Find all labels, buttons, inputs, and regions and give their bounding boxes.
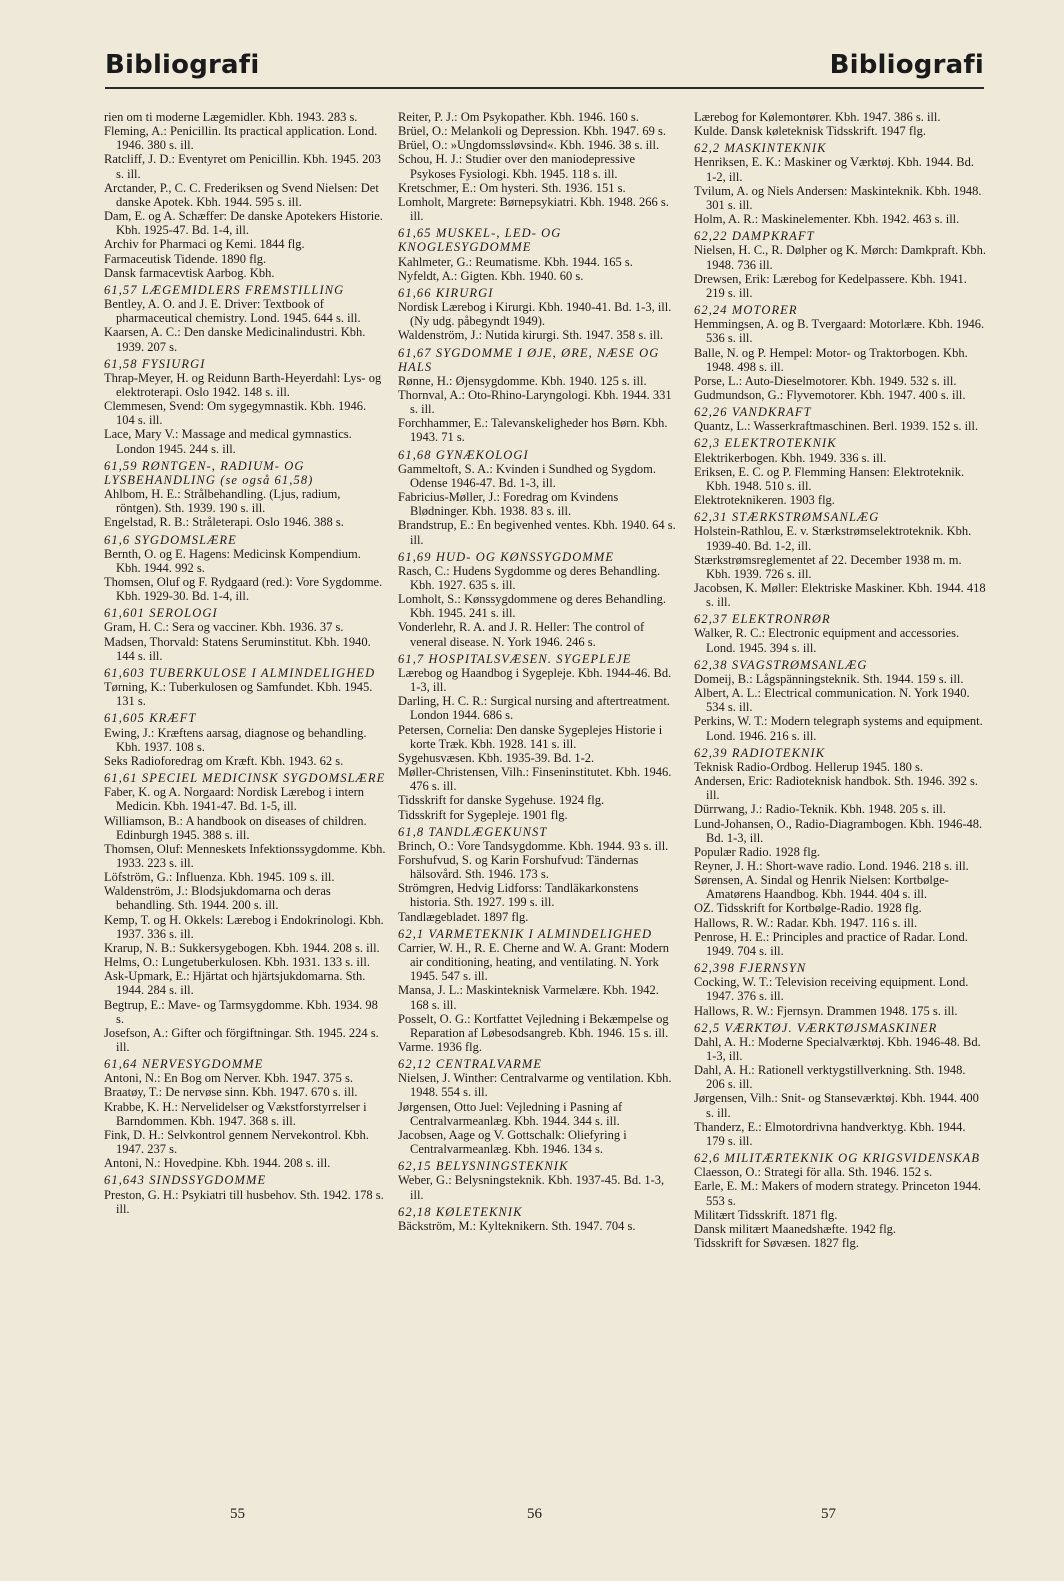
bibliography-entry: Bäckström, M.: Kylteknikern. Sth. 1947. 704 s. [398,1218,636,1233]
bibliography-entry: Madsen, Thorvald: Statens Seruminstitut. Kbh. 1940. 144 s. ill. [104,634,371,663]
bibliography-entry: Møller-Christensen, Vilh.: Finseninstitutet. Kbh. 1946. 476 s. ill. [398,765,672,794]
bibliography-entry: Brüel, O.: »Ungdomssløvsind«. Kbh. 1946. 38 s. ill. [398,138,660,153]
page-header [105,50,984,86]
bibliography-entry: Reiter, P. J.: Om Psykopather. Kbh. 1946. 160 s. [398,110,639,124]
bibliography-entry: Archiv for Pharmaci og Kemi. 1844 flg. [104,237,305,252]
section-heading: 62,3 ELEKTROTEKNIK [694,436,837,451]
running-title-left: Bibliografi [105,50,260,80]
section-heading: 62,1 VARMETEKNIK I ALMINDELIGHED [398,926,653,941]
bibliography-entry: Ewing, J.: Kræftens aarsag, diagnose og behandling. Kbh. 1937. 108 s. [104,725,367,754]
bibliography-entry: Arctander, P., C. C. Frederiksen og Svend Nielsen: Det danske Apotek. Kbh. 1944. 595 s. ill. [104,180,379,209]
bibliography-entry: Tandlægebladet. 1897 flg. [398,909,529,924]
section-heading: 61,64 NERVESYGDOMME [104,1057,264,1072]
bibliography-entry: Balle, N. og P. Hempel: Motor- og Traktorbogen. Kbh. 1948. 498 s. ill. [694,345,968,374]
section-heading: 61,59 RØNTGEN-, RADIUM- OG LYSBEHANDLING (se også 61,58) [104,458,314,487]
bibliography-entry: Elektrikerbogen. Kbh. 1949. 336 s. ill. [694,450,887,465]
section-heading: 61,8 TANDLÆGEKUNST [398,824,548,839]
bibliography-entry: Albert, A. L.: Electrical communication. N. York 1940. 534 s. ill. [694,686,970,715]
section-heading: 62,6 MILITÆRTEKNIK OG KRIGSVIDENSKAB [694,1151,981,1166]
bibliography-entry: Lærebog og Haandbog i Sygepleje. Kbh. 1944-46. Bd. 1-3, ill. [398,665,672,695]
section-heading: 61,6 SYGDOMSLÆRE [104,532,237,547]
bibliography-entry: Stærkstrømsreglementet af 22. December 1938 m. m. Kbh. 1939. 726 s. ill. [694,552,962,581]
bibliography-entry: Kahlmeter, G.: Reumatisme. Kbh. 1944. 165 s. [398,254,633,269]
bibliography-entry: Dahl, A. H.: Moderne Specialværktøj. Kbh. 1946-48. Bd. 1-3, ill. [694,1034,981,1063]
bibliography-entry: Strömgren, Hedvig Lidforss: Tandläkarkonstens historia. Sth. 1927. 199 s. ill. [398,881,639,910]
bibliography-entry: Sørensen, A. Sindal og Henrik Nielsen: Kortbølge-Amatørens Haandbog. Kbh. 1944. 404 s. ill. [694,873,949,902]
page-number: 55 [230,1506,245,1522]
column-page-57 [694,110,986,1250]
bibliography-entry: Jacobsen, Aage og V. Gottschalk: Oliefyring i Centralvarmeanlæg. Kbh. 1946. 134 s. [398,1127,627,1157]
bibliography-entry: Nyfeldt, A.: Gigten. Kbh. 1940. 60 s. [398,268,584,283]
bibliography-entry: Thomsen, Oluf og F. Rydgaard (red.): Vore Sygdomme. Kbh. 1929-30. Bd. 1-4, ill. [104,575,383,604]
bibliography-entry: Thrap-Meyer, H. og Reidunn Barth-Heyerdahl: Lys- og elektroterapi. Oslo 1942. 148 s. ill. [104,370,382,399]
bibliography-entry: Earle, E. M.: Makers of modern strategy. Princeton 1944. 553 s. [694,1179,981,1208]
bibliography-entry: Gram, H. C.: Sera og vacciner. Kbh. 1936. 37 s. [104,620,344,635]
section-heading: 62,22 DAMPKRAFT [694,229,815,244]
bibliography-entry: Claesson, O.: Strategi för alla. Sth. 1946. 152 s. [694,1165,933,1180]
bibliography-entry: Lomholt, Margrete: Børnepsykiatri. Kbh. 1948. 266 s. ill. [398,194,669,224]
header-rule [105,87,984,89]
bibliography-entry: Tvilum, A. og Niels Andersen: Maskinteknik. Kbh. 1948. 301 s. ill. [694,183,982,212]
bibliography-entry: Cocking, W. T.: Television receiving equipment. Lond. 1947. 376 s. ill. [694,975,969,1004]
section-heading: 61,65 MUSKEL-, LED- OG KNOGLESYGDOMME [398,226,562,255]
section-heading: 62,37 ELEKTRONRØR [694,612,831,627]
bibliography-entry: Josefson, A.: Gifter och förgiftningar. Sth. 1945. 224 s. ill. [104,1025,379,1054]
bibliography-entry: Weber, G.: Belysningsteknik. Kbh. 1937-45. Bd. 1-3, ill. [398,1173,665,1202]
section-heading: 62,398 FJERNSYN [694,961,807,976]
section-heading: 61,58 FYSIURGI [104,356,206,371]
section-heading: 62,5 VÆRKTØJ. VÆRKTØJSMASKINER [694,1020,938,1035]
bibliography-entry: Bernth, O. og E. Hagens: Medicinsk Kompendium. Kbh. 1944. 992 s. [104,546,361,575]
bibliography-entry: Engelstad, R. B.: Stråleterapi. Oslo 1946. 388 s. [104,515,344,530]
bibliography-entry: Ahlbom, H. E.: Strålbehandling. (Ljus, radium, röntgen). Sth. 1939. 190 s. ill. [104,487,341,516]
bibliography-entry: Hallows, R. W.: Fjernsyn. Drammen 1948. 175 s. ill. [694,1003,958,1018]
bibliography-entry: Jacobsen, K. Møller: Elektriske Maskiner. Kbh. 1944. 418 s. ill. [694,581,986,610]
bibliography-entry: Domeij, B.: Lågspänningsteknik. Sth. 1944. 159 s. ill. [694,671,964,686]
bibliography-entry: Mansa, J. L.: Maskinteknisk Varmelære. Kbh. 1942. 168 s. ill. [398,983,659,1012]
bibliography-entry: OZ. Tidsskrift for Kortbølge-Radio. 1928 flg. [694,901,922,916]
section-heading: 62,2 MASKINTEKNIK [694,141,827,156]
bibliography-entry: Drewsen, Erik: Lærebog for Kedelpassere. Kbh. 1941. 219 s. ill. [694,271,967,300]
section-heading: 61,643 SINDSSYGDOMME [104,1173,267,1188]
bibliography-entry: Dürrwang, J.: Radio-Teknik. Kbh. 1948. 205 s. ill. [694,802,946,817]
bibliography-entry: Antoni, N.: En Bog om Nerver. Kbh. 1947. 375 s. [104,1071,353,1086]
bibliography-entry: Lomholt, S.: Kønssygdommene og deres Behandling. Kbh. 1945. 241 s. ill. [398,592,667,621]
section-heading: 61,66 KIRURGI [398,285,494,300]
section-heading: 62,26 VANDKRAFT [694,405,812,420]
bibliography-entry: Brinch, O.: Vore Tandsygdomme. Kbh. 1944. 93 s. ill. [398,838,669,853]
bibliography-entry: Ask-Upmark, E.: Hjärtat och hjärtsjukdomarna. Sth. 1944. 284 s. ill. [104,969,366,998]
page-number: 56 [527,1506,542,1522]
bibliography-entry: Thornval, A.: Oto-Rhino-Laryngologi. Kbh. 1944. 331 s. ill. [398,387,672,417]
section-heading: 61,605 KRÆFT [104,711,197,726]
bibliography-entry: Gammeltoft, S. A.: Kvinden i Sundhed og Sygdom. Odense 1946-47. Bd. 1-3, ill. [398,461,656,490]
bibliography-entry: Ratcliff, J. D.: Eventyret om Penicillin. Kbh. 1945. 203 s. ill. [104,152,381,181]
bibliography-entry: Perkins, W. T.: Modern telegraph systems and equipment. Lond. 1946. 216 s. ill. [694,714,983,743]
bibliography-entry: Rasch, C.: Hudens Sygdomme og deres Behandling. Kbh. 1927. 635 s. ill. [398,563,661,592]
bibliography-entry: Kretschmer, E.: Om hysteri. Sth. 1936. 151 s. [398,180,626,195]
bibliography-entry: Fink, D. H.: Selvkontrol gennem Nervekontrol. Kbh. 1947. 237 s. [104,1127,369,1157]
bibliography-entry: Kaarsen, A. C.: Den danske Medicinalindustri. Kbh. 1939. 207 s. [104,325,366,354]
bibliography-entry: Militært Tidsskrift. 1871 flg. [694,1207,838,1222]
column-page-56 [398,110,678,1233]
section-heading: 62,18 KØLETEKNIK [398,1204,523,1219]
bibliography-entry: Nordisk Lærebog i Kirurgi. Kbh. 1940-41. Bd. 1-3, ill. (Ny udg. påbegyndt 1949). [398,300,672,329]
bibliography-entry: Krabbe, K. H.: Nervelidelser og Vækstforstyrrelser i Barndommen. Kbh. 1947. 368 s. ill. [104,1099,367,1128]
bibliography-entry: Bentley, A. O. and J. E. Driver: Textbook of pharmaceutical chemistry. Lond. 1945. 644 s. ill. [104,297,361,326]
bibliography-entry: Kemp, T. og H. Okkels: Lærebog i Endokrinologi. Kbh. 1937. 336 s. ill. [104,912,384,941]
bibliography-entry: Tidsskrift for danske Sygehuse. 1924 flg. [398,793,605,808]
bibliography-entry: Brandstrup, E.: En begivenhed ventes. Kbh. 1940. 64 s. ill. [398,518,676,547]
bibliography-entry: Hallows, R. W.: Radar. Kbh. 1947. 116 s. ill. [694,915,918,930]
bibliography-entry: Lace, Mary V.: Massage and medical gymnastics. London 1945. 244 s. ill. [104,427,352,456]
bibliography-entry: Porse, L.: Auto-Dieselmotorer. Kbh. 1949. 532 s. ill. [694,373,957,388]
running-title-right: Bibliografi [829,50,984,80]
bibliography-entry: Faber, K. og A. Norgaard: Nordisk Lærebog i intern Medicin. Kbh. 1941-47. Bd. 1-5, ill. [104,785,364,814]
bibliography-entry: Forshufvud, S. og Karin Forshufvud: Tändernas hälsovård. Sth. 1946. 173 s. [398,852,639,882]
bibliography-entry: Elektroteknikeren. 1903 flg. [694,493,835,508]
bibliography-entry: Helms, O.: Lungetuberkulosen. Kbh. 1931. 133 s. ill. [104,955,370,970]
section-heading: 61,67 SYGDOMME I ØJE, ØRE, NÆSE OG HALS [398,345,660,374]
bibliography-entry: Varme. 1936 flg. [398,1040,483,1054]
bibliography-entry: Dansk militært Maanedshæfte. 1942 flg. [694,1221,897,1236]
bibliography-entry: Lund-Johansen, O., Radio-Diagrambogen. Kbh. 1946-48. Bd. 1-3, ill. [694,816,983,845]
bibliography-entry: Begtrup, E.: Mave- og Tarmsygdomme. Kbh. 1934. 98 s. [104,997,378,1026]
bibliography-entry: Thanderz, E.: Elmotordrivna handverktyg. Kbh. 1944. 179 s. ill. [694,1119,966,1148]
section-heading: 61,7 HOSPITALSVÆSEN. SYGEPLEJE [398,651,632,666]
bibliography-entry: Rønne, H.: Øjensygdomme. Kbh. 1940. 125 s. ill. [398,373,647,388]
section-heading: 62,31 STÆRKSTRØMSANLÆG [694,510,880,525]
bibliography-entry: Dansk farmacevtisk Aarbog. Kbh. [104,265,275,280]
section-heading: 61,68 GYNÆKOLOGI [398,447,529,462]
bibliography-entry: Holm, A. R.: Maskinelementer. Kbh. 1942. 463 s. ill. [694,212,960,227]
bibliography-entry: Darling, H. C. R.: Surgical nursing and aftertreatment. London 1944. 686 s. [398,694,670,723]
section-heading: 62,12 CENTRALVARME [398,1057,543,1072]
bibliography-entry: Braatøy, T.: De nervøse sinn. Kbh. 1947. 670 s. ill. [104,1085,358,1100]
bibliography-entry: Holstein-Rathlou, E. v. Stærkstrømselektroteknik. Kbh. 1939-40. Bd. 1-2, ill. [694,524,972,553]
bibliography-entry: Eriksen, E. C. og P. Flemming Hansen: Elektroteknik. Kbh. 1948. 510 s. ill. [694,464,965,493]
bibliography-entry: Nielsen, J. Winther: Centralvarme og ventilation. Kbh. 1948. 554 s. ill. [398,1071,672,1100]
bibliography-entry: Populær Radio. 1928 flg. [694,844,821,859]
bibliography-entry: Preston, G. H.: Psykiatri till husbehov. Sth. 1942. 178 s. ill. [104,1187,384,1216]
bibliography-entry: Carrier, W. H., R. E. Cherne and W. A. Grant: Modern air conditioning, heating, and ventilating. N. York 1945. 547 s. ill. [398,940,669,984]
bibliography-entry: Farmaceutisk Tidende. 1890 flg. [104,251,267,266]
section-heading: 62,38 SVAGSTRØMSANLÆG [694,657,868,672]
bibliography-entry: Penrose, H. E.: Principles and practice of Radar. Lond. 1949. 704 s. ill. [694,929,968,958]
bibliography-entry: Hemmingsen, A. og B. Tvergaard: Motorlære. Kbh. 1946. 536 s. ill. [694,317,985,346]
bibliography-entry: Fabricius-Møller, J.: Foredrag om Kvindens Blødninger. Kbh. 1938. 83 s. ill. [398,490,619,519]
bibliography-entry: Kulde. Dansk køleteknisk Tidsskrift. 1947 flg. [694,124,926,139]
bibliography-entry: Nielsen, H. C., R. Dølpher og K. Mørch: Damkpraft. Kbh. 1948. 736 ill. [694,243,986,272]
bibliography-entry: Reyner, J. H.: Short-wave radio. Lond. 1946. 218 s. ill. [694,858,969,873]
section-heading: 61,61 SPECIEL MEDICINSK SYGDOMSLÆRE [104,771,386,786]
bibliography-entry: Henriksen, E. K.: Maskiner og Værktøj. Kbh. 1944. Bd. 1-2, ill. [694,155,974,184]
bibliography-entry: Tørning, K.: Tuberkulosen og Samfundet. Kbh. 1945. 131 s. [104,680,373,709]
bibliography-entry: Tidsskrift for Søvæsen. 1827 flg. [694,1236,859,1251]
bibliography-entry: Vonderlehr, R. A. and J. R. Heller: The control of veneral disease. N. York 1946. 246 s. [398,620,645,649]
bibliography-entry: Waldenström, J.: Nutida kirurgi. Sth. 1947. 358 s. ill. [398,328,664,343]
bibliography-entry: Fleming, A.: Penicillin. Its practical application. Lond. 1946. 380 s. ill. [104,124,378,153]
bibliography-entry: Löfström, G.: Influenza. Kbh. 1945. 109 s. ill. [104,870,335,885]
bibliography-entry: Lærebog for Kølemontører. Kbh. 1947. 386 s. ill. [694,110,941,124]
bibliography-entry: Krarup, N. B.: Sukkersygebogen. Kbh. 1944. 208 s. ill. [104,940,380,955]
bibliography-entry: Clemmesen, Svend: Om sygegymnastik. Kbh. 1946. 104 s. ill. [104,399,367,428]
bibliography-entry: Gudmundson, G.: Flyvemotorer. Kbh. 1947. 400 s. ill. [694,387,966,402]
bibliography-entry: Dahl, A. H.: Rationell verktygstillverkning. Sth. 1948. 206 s. ill. [694,1063,966,1092]
bibliography-entry: Petersen, Cornelia: Den danske Sygeplejes Historie i korte Træk. Kbh. 1928. 141 s. ill. [398,722,663,751]
bibliography-entry: Andersen, Eric: Radioteknisk handbok. Sth. 1946. 392 s. ill. [694,774,978,803]
bibliography-entry: Waldenström, J.: Blodsjukdomarna och deras behandling. Sth. 1944. 200 s. ill. [104,884,331,913]
page-number: 57 [821,1506,836,1522]
bibliography-entry: Seks Radioforedrag om Kræft. Kbh. 1943. 62 s. [104,753,344,768]
section-heading: 61,601 SEROLOGI [104,606,218,621]
bibliography-entry: Thomsen, Oluf: Menneskets Infektionssygdomme. Kbh. 1933. 223 s. ill. [104,841,386,870]
bibliography-entry: Williamson, B.: A handbook on diseases of children. Edinburgh 1945. 388 s. ill. [104,813,367,842]
bibliography-entry: Sygehusvæsen. Kbh. 1935-39. Bd. 1-2. [398,750,595,765]
bibliography-entry: Tidsskrift for Sygepleje. 1901 flg. [398,807,568,822]
section-heading: 61,69 HUD- OG KØNSSYGDOMME [398,549,615,564]
section-heading: 62,15 BELYSNINGSTEKNIK [398,1159,569,1174]
bibliography-entry: Brüel, O.: Melankoli og Depression. Kbh. 1947. 69 s. [398,124,667,139]
bibliography-entry: Antoni, N.: Hovedpine. Kbh. 1944. 208 s. ill. [104,1156,331,1171]
bibliography-entry: Jørgensen, Vilh.: Snit- og Stanseværktøj. Kbh. 1944. 400 s. ill. [694,1091,979,1120]
section-heading: 62,39 RADIOTEKNIK [694,745,826,760]
bibliography-entry: Walker, R. C.: Electronic equipment and accessories. Lond. 1945. 394 s. ill. [694,626,960,655]
bibliography-entry: Dam, E. og A. Schæffer: De danske Apotekers Historie. Kbh. 1925-47. Bd. 1-4, ill. [104,209,383,238]
bibliography-entry: Jørgensen, Otto Juel: Vejledning i Pasning af Centralvarmeanlæg. Kbh. 1944. 344 s. ill. [398,1099,623,1128]
bibliography-entry: Schou, H. J.: Studier over den maniodepressive Psykoses Fysiologi. Kbh. 1945. 118 s. ill. [398,152,636,181]
section-heading: 61,57 LÆGEMIDLERS FREMSTILLING [104,282,345,297]
bibliography-entry: Forchhammer, E.: Talevanskeligheder hos Børn. Kbh. 1943. 71 s. [398,416,668,445]
bibliography-entry: Quantz, L.: Wasserkraftmaschinen. Berl. 1939. 152 s. ill. [694,419,979,434]
bibliography-entry: rien om ti moderne Lægemidler. Kbh. 1943. 283 s. [104,110,358,124]
section-heading: 61,603 TUBERKULOSE I ALMINDELIGHED [104,665,376,680]
section-heading: 62,24 MOTORER [694,303,798,318]
bibliography-entry: Teknisk Radio-Ordbog. Hellerup 1945. 180 s. [694,759,923,774]
column-page-55 [104,110,387,1216]
bibliography-entry: Posselt, O. G.: Kortfattet Vejledning i Bekæmpelse og Reparation af Løbesodsangreb. Kbh. 1946. 15 s. ill. [398,1011,669,1040]
